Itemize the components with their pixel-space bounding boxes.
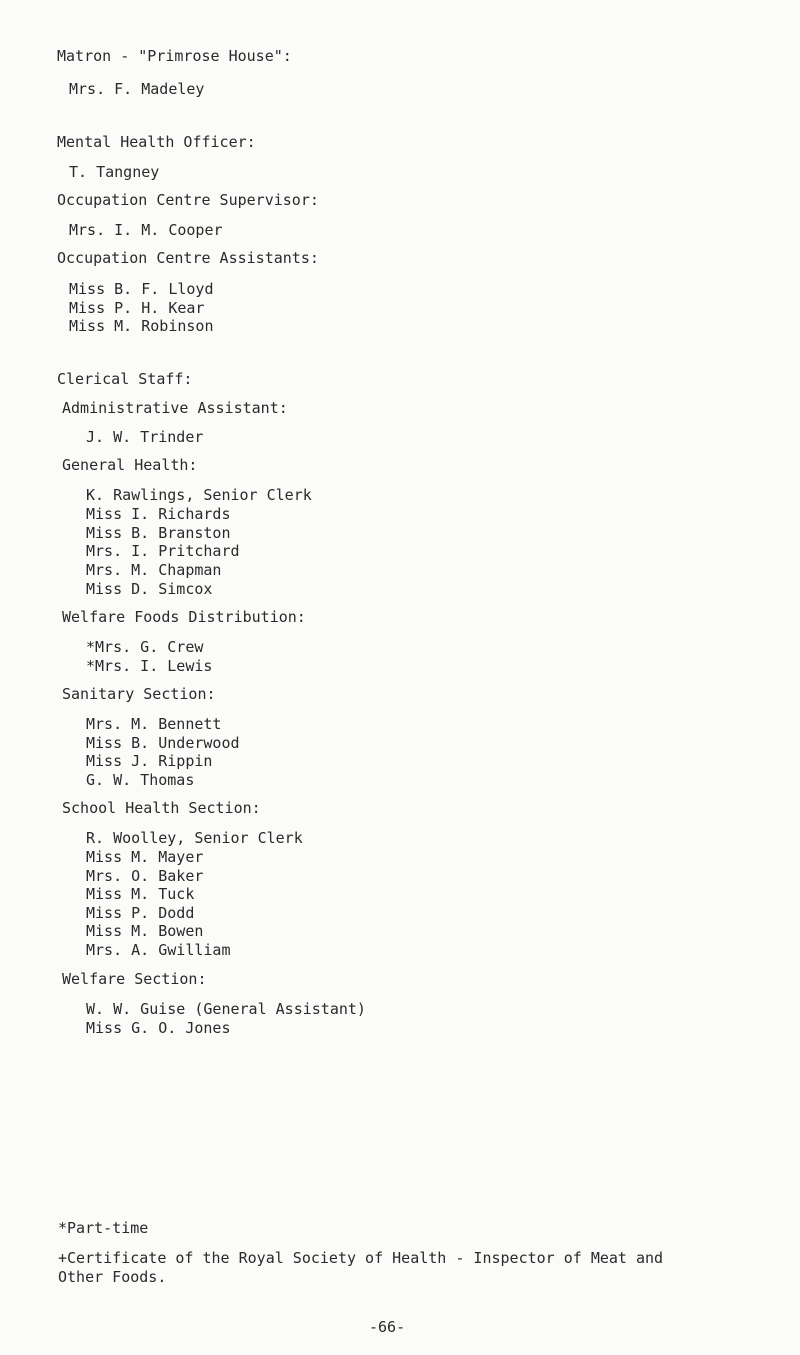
welfare-section-heading: Welfare Section:	[62, 970, 207, 988]
assistants-heading: Occupation Centre Assistants:	[57, 249, 319, 267]
school-staff-item: Miss P. Dodd	[86, 904, 195, 922]
supervisor-heading: Occupation Centre Supervisor:	[57, 191, 319, 209]
admin-name: J. W. Trinder	[86, 428, 204, 446]
clerical-heading: Clerical Staff:	[57, 370, 193, 388]
matron-heading: Matron - "Primrose House":	[57, 47, 292, 65]
general-staff-item: Mrs. M. Chapman	[86, 561, 222, 579]
welfare-foods-heading: Welfare Foods Distribution:	[62, 608, 306, 626]
certificate-footnote-line1: +Certificate of the Royal Society of Health - Inspector of Meat and	[58, 1249, 664, 1267]
admin-heading: Administrative Assistant:	[62, 399, 288, 417]
school-staff-item: Miss M. Mayer	[86, 848, 204, 866]
general-staff-item: Miss I. Richards	[86, 505, 231, 523]
school-staff-item: Miss M. Tuck	[86, 885, 195, 903]
assistant-item: Miss P. H. Kear	[69, 299, 205, 317]
general-staff-item: Miss D. Simcox	[86, 580, 213, 598]
welfare-staff-item: W. W. Guise (General Assistant)	[86, 1000, 366, 1018]
certificate-footnote-line2: Other Foods.	[58, 1268, 167, 1286]
school-staff-item: Mrs. O. Baker	[86, 867, 204, 885]
page-number: -66-	[369, 1318, 406, 1336]
school-staff-item: R. Woolley, Senior Clerk	[86, 829, 303, 847]
mental-health-heading: Mental Health Officer:	[57, 133, 256, 151]
general-staff-item: K. Rawlings, Senior Clerk	[86, 486, 312, 504]
part-time-footnote: *Part-time	[58, 1219, 149, 1237]
school-health-heading: School Health Section:	[62, 799, 261, 817]
assistant-item: Miss M. Robinson	[69, 317, 214, 335]
welfare-foods-item: *Mrs. G. Crew	[86, 638, 204, 656]
supervisor-name: Mrs. I. M. Cooper	[69, 221, 223, 239]
general-staff-item: Mrs. I. Pritchard	[86, 542, 240, 560]
assistant-item: Miss B. F. Lloyd	[69, 280, 214, 298]
sanitary-item: Miss B. Underwood	[86, 734, 240, 752]
school-staff-item: Miss M. Bowen	[86, 922, 204, 940]
sanitary-item: Miss J. Rippin	[86, 752, 213, 770]
sanitary-heading: Sanitary Section:	[62, 685, 216, 703]
sanitary-item: G. W. Thomas	[86, 771, 195, 789]
general-staff-item: Miss B. Branston	[86, 524, 231, 542]
general-health-heading: General Health:	[62, 456, 198, 474]
mental-health-officer: T. Tangney	[69, 163, 160, 181]
sanitary-item: Mrs. M. Bennett	[86, 715, 222, 733]
welfare-staff-item: Miss G. O. Jones	[86, 1019, 231, 1037]
school-staff-item: Mrs. A. Gwilliam	[86, 941, 231, 959]
welfare-foods-item: *Mrs. I. Lewis	[86, 657, 213, 675]
matron-name: Mrs. F. Madeley	[69, 80, 205, 98]
